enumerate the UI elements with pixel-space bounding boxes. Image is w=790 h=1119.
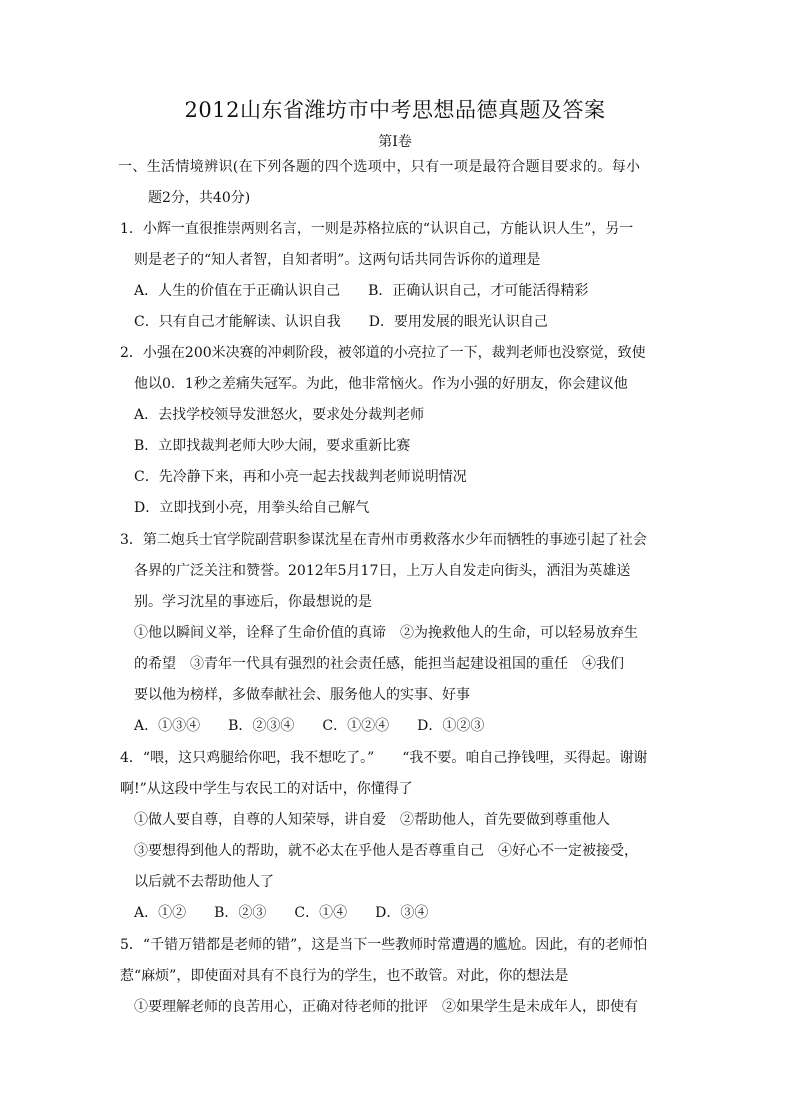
question-text: 5．“千错万错都是老师的错”，这是当下一些教师时常遭遇的尴尬。因此，有的老师怕 [120, 937, 648, 953]
statement-text: 要以他为榜样，多做奉献社会、服务他人的实事、好事 [134, 687, 470, 703]
answer-option: A．人生的价值在于正确认识自己 B．正确认识自己，才可能活得精彩 [134, 283, 589, 299]
section-heading: 第Ⅰ卷 [378, 134, 412, 150]
answer-option: A．①② B．②③ C．①④ D．③④ [134, 905, 429, 921]
statement-text: ①他以瞬间义举，诠释了生命价值的真谛 ②为挽救他人的生命，可以轻易放弃生 [134, 625, 638, 641]
question-text: 3．第二炮兵士官学院副营职参谋沈星在青州市勇救落水少年而牺牲的事迹引起了社会 [120, 532, 647, 548]
answer-option: B．立即找裁判老师大吵大闹，要求重新比赛 [134, 438, 411, 454]
question-text: 各界的广泛关注和赞誉。2012年5月17日，上万人自发走向街头，洒泪为英雄送 [134, 563, 631, 579]
section-instruction: 一、生活情境辨识(在下列各题的四个选项中，只有一项是最符合题目要求的。每小 [118, 159, 641, 175]
section-instruction: 题2分，共40分) [148, 190, 251, 206]
page-title: 2012山东省潍坊市中考思想品德真题及答案 [184, 98, 606, 122]
answer-option: D．立即找到小亮，用拳头给自己解气 [134, 500, 370, 516]
question-text: 2．小强在200米决赛的冲刺阶段，被邻道的小亮拉了一下，裁判老师也没察觉，致使 [120, 345, 646, 361]
answer-option: C．先冷静下来，再和小亮一起去找裁判老师说明情况 [134, 469, 467, 485]
answer-option: A．去找学校领导发泄怒火，要求处分裁判老师 [134, 407, 425, 423]
statement-text: 以后就不去帮助他人了 [134, 874, 274, 890]
question-text: 别。学习沈星的事迹后，你最想说的是 [134, 594, 372, 610]
statement-text: ①做人要自尊，自尊的人知荣辱，讲自爱 ②帮助他人，首先要做到尊重他人 [134, 812, 610, 828]
statement-text: ③要想得到他人的帮助，就不必太在乎他人是否尊重自己 ④好心不一定被接受， [134, 843, 638, 859]
statement-text: 的希望 ③青年一代具有强烈的社会责任感，能担当起建设祖国的重任 ④我们 [134, 656, 624, 672]
statement-text: ①要理解老师的良苦用心，正确对待老师的批评 ②如果学生是未成年人，即使有 [134, 999, 638, 1015]
question-text: 他以0．1秒之差痛失冠军。为此，他非常恼火。作为小强的好朋友，你会建议他 [134, 376, 628, 392]
answer-option: C．只有自己才能解读、认识自我 D．要用发展的眼光认识自己 [134, 314, 548, 330]
question-text: 啊!”从这段中学生与农民工的对话中，你懂得了 [120, 781, 413, 797]
question-text: 则是老子的“知人者智，自知者明”。这两句话共同告诉你的道理是 [134, 252, 541, 268]
answer-option: A．①③④ B．②③④ C．①②④ D．①②③ [134, 718, 485, 734]
question-text: 惹“麻烦”，即使面对具有不良行为的学生，也不敢管。对此，你的想法是 [120, 968, 569, 984]
question-text: 1．小辉一直很推崇两则名言，一则是苏格拉底的“认识自己，方能认识人生”，另一 [120, 221, 634, 237]
question-text: 4．“喂，这只鸡腿给你吧，我不想吃了。” “我不要。咱自己挣钱哩，买得起。谢谢 [120, 750, 648, 766]
